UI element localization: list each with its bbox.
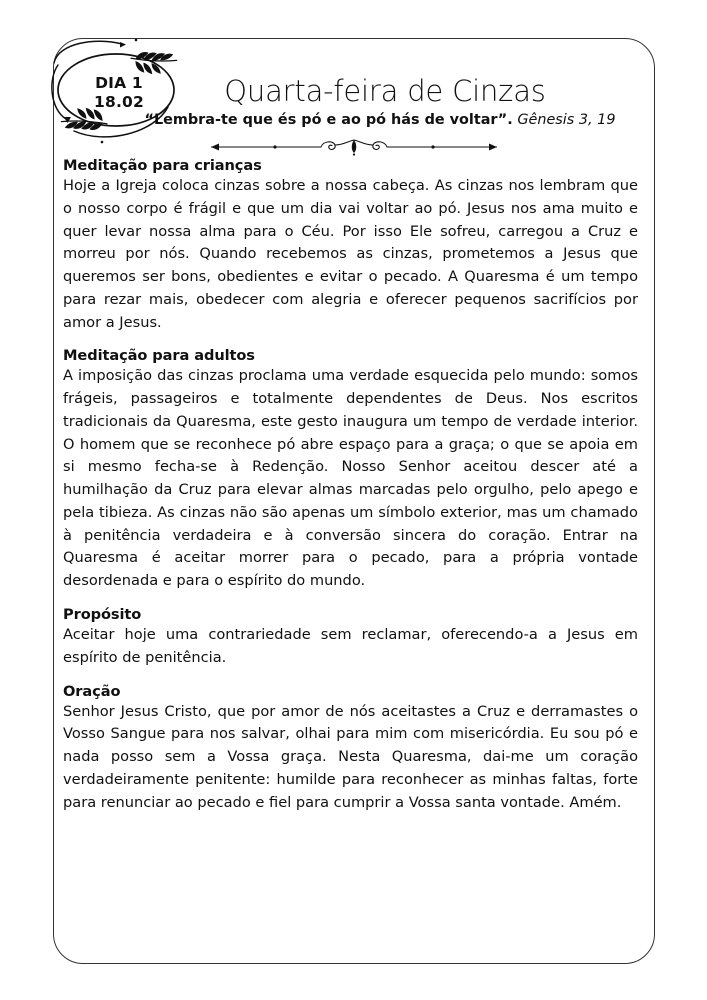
section-text: A imposição das cinzas proclama uma verdade esquecida pelo mundo: somos frágeis, passageiros e totalmente dependentes de Deus. Nos escritos tradicionais da Quaresma, este gesto inaugura um tempo de verdade interior. O homem que se reconhece pó abre espaço para a graça; o que se apoia em si mesmo fecha-se à Redenção. Nosso Senhor aceitou descer até a humilhação da Cruz para elevar almas marcadas pelo orgulho, pelo apego e pela tibieza. As cinzas não são apenas um símbolo exterior, mas um chamado à penitência verdadeira e à conversão sincera do coração. Entrar na Quaresma é aceitar morrer para o pecado, para a própria vontade desordenada e para o espírito do mundo. — [63, 367, 638, 590]
section-proposito — [63, 606, 638, 670]
bible-verse — [116, 111, 644, 130]
section-heading: Meditação para crianças — [63, 157, 262, 174]
flourish-divider — [54, 137, 654, 157]
verse-quote: “Lembra-te que és pó e ao pó hás de voltar”. — [144, 112, 513, 128]
badge-date-label: 18.02 — [93, 92, 145, 111]
section-heading: Propósito — [63, 606, 142, 624]
card-header — [54, 39, 654, 157]
page-title: Quarta-feira de Cinzas — [224, 74, 546, 109]
card-body — [54, 157, 654, 814]
section-heading: Meditação para adultos — [63, 347, 255, 365]
flourish-divider-icon — [199, 137, 509, 157]
section-text: Aceitar hoje uma contrariedade sem reclamar, oferecendo-a a Jesus em espírito de penitência. — [63, 626, 638, 666]
section-oracao — [63, 683, 638, 815]
section-heading: Oração — [63, 682, 121, 700]
section-meditacao-criancas — [63, 157, 638, 334]
section-text: Hoje a Igreja coloca cinzas sobre a nossa cabeça. As cinzas nos lembram que o nosso corpo é frágil e que um dia vai voltar ao pó. Jesus nos ama muito e quer levar nossa alma para o Céu. Por isso Ele sofreu, carregou a Cruz e morreu por nós. Quando recebemos as cinzas, prometemos a Jesus que queremos ser bons, obedientes e evitar o pecado. A Quaresma é um tempo para rezar mais, obedecer com alegria e oferecer pequenos sacrifícios por amor a Jesus. — [63, 177, 638, 331]
section-meditacao-adultos — [63, 347, 638, 593]
day-badge — [44, 35, 194, 150]
section-text: Senhor Jesus Cristo, que por amor de nós aceitastes a Cruz e derramastes o Vosso Sangue para nos salvar, olhai para mim com misericórdia. Eu sou pó e nada posso sem a Vossa graça. Nesta Quaresma, dai-me um coração verdadeiramente penitente: humilde para reconhecer as minhas faltas, forte para renunciar ao pecado e fiel para cumprir a Vossa santa vontade. Amém. — [63, 702, 638, 811]
devotional-card — [53, 38, 655, 964]
verse-reference: Gênesis 3, 19 — [517, 112, 616, 128]
badge-day-label: DIA 1 — [95, 74, 143, 93]
